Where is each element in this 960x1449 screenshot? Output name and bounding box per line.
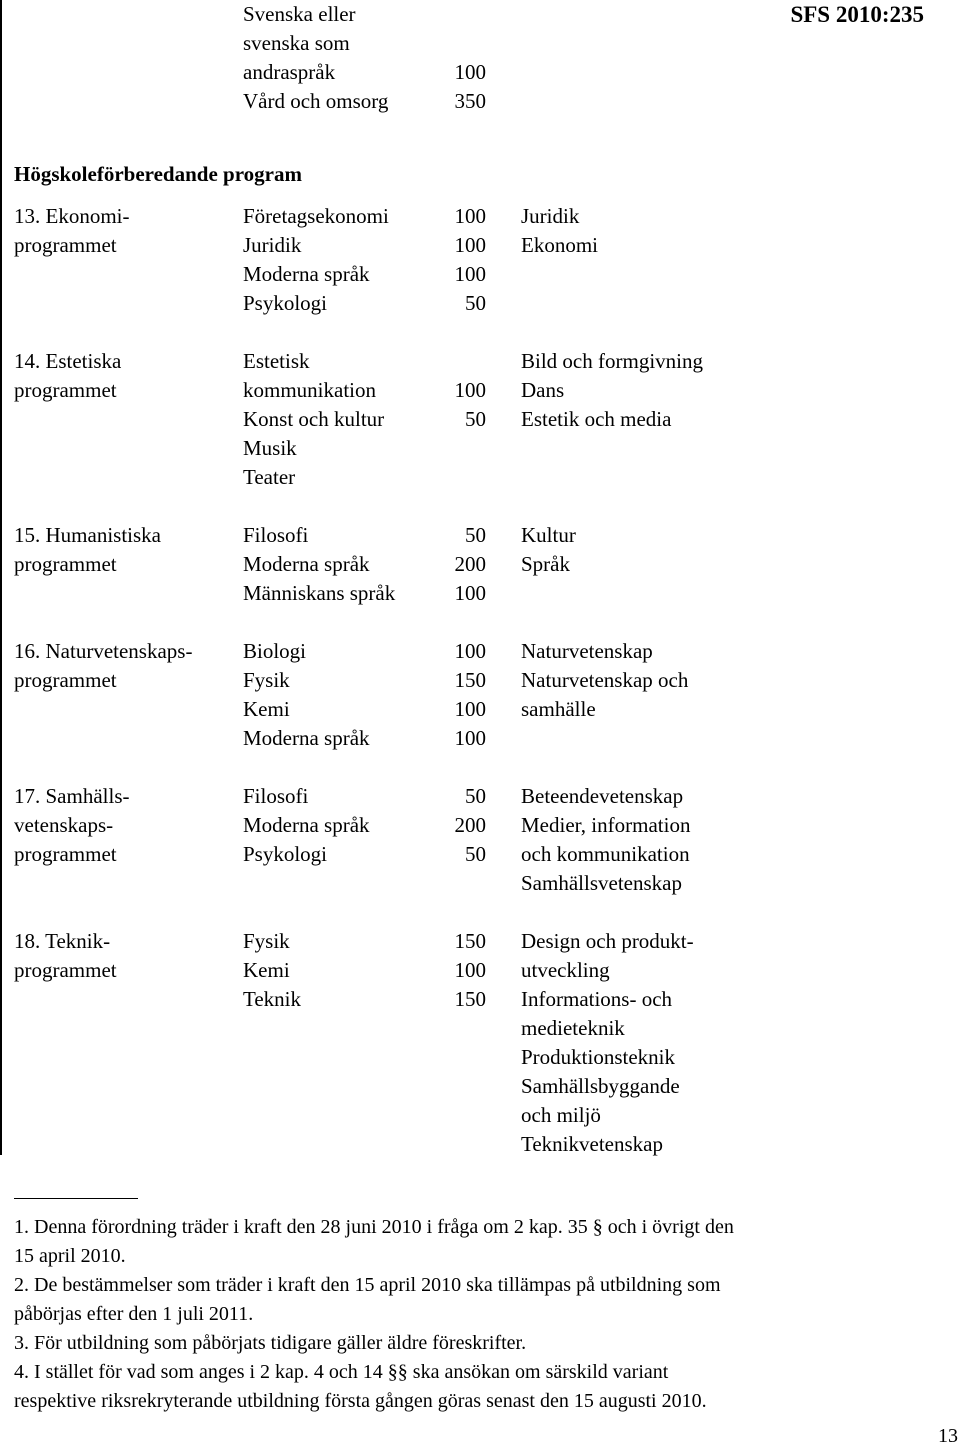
orientation-cell: Kultur (521, 523, 576, 547)
points-cell: 50 (465, 523, 486, 547)
points-cell: 100 (454, 204, 486, 228)
footnote-1: 1. Denna förordning träder i kraft den 28 juni 2010 i fråga om 2 kap. 35 § och i övrigt den 15 april 2010. (14, 1216, 734, 1267)
subject-cell: Kemi (243, 958, 290, 982)
footnote-3: 3. För utbildning som påbörjats tidigare gäller äldre föreskrifter. (14, 1332, 527, 1354)
points-cell: 100 (454, 60, 486, 84)
subject-cell: Kemi (243, 697, 290, 721)
points-cell: 100 (454, 233, 486, 257)
footnote-4: 4. I stället för vad som anges i 2 kap. 4 och 14 §§ ska ansökan om särskild variant respektive riksrekryterande utbildning första gången göras senast den 15 augusti 2010. (14, 1361, 707, 1412)
points-cell: 50 (465, 784, 486, 808)
points-cell: 100 (454, 726, 486, 750)
subject-cell: Moderna språk (243, 726, 370, 750)
program-name-cell: programmet (14, 668, 117, 692)
points-cell: 150 (454, 987, 486, 1011)
points-cell: 50 (465, 407, 486, 431)
orientation-cell: Informations- och (521, 987, 673, 1011)
program-name-cell: 15. Humanistiska (14, 523, 161, 547)
program-name-cell: 14. Estetiska (14, 349, 122, 373)
subject-cell: Psykologi (243, 291, 328, 315)
orientation-cell: Naturvetenskap (521, 639, 653, 663)
points-cell: 200 (454, 552, 486, 576)
subject-cell: Företagsekonomi (243, 204, 389, 228)
orientation-cell: Estetik och media (521, 407, 672, 431)
program-name-cell: programmet (14, 233, 117, 257)
program-name-cell: programmet (14, 552, 117, 576)
orientation-cell: Samhällsbyggande (521, 1074, 680, 1098)
program-name-cell: programmet (14, 378, 117, 402)
program-name-cell: 13. Ekonomi- (14, 204, 130, 228)
orientation-cell: Språk (521, 552, 570, 576)
subject-cell: Psykologi (243, 842, 328, 866)
subject-cell: Moderna språk (243, 813, 370, 837)
points-cell: 200 (454, 813, 486, 837)
subject-cell: Filosofi (243, 784, 309, 808)
orientation-cell: Ekonomi (521, 233, 598, 257)
program-name-cell: 17. Samhälls- (14, 784, 130, 808)
orientation-cell: samhälle (521, 697, 596, 721)
subject-cell: Vård och omsorg (243, 89, 389, 113)
orientation-cell: utveckling (521, 958, 610, 982)
points-cell: 150 (454, 668, 486, 692)
sfs-number: SFS 2010:235 (790, 2, 924, 27)
points-cell: 100 (454, 697, 486, 721)
footnote-rule (14, 1198, 138, 1199)
points-cell: 150 (454, 929, 486, 953)
orientation-cell: Samhällsvetenskap (521, 871, 682, 895)
orientation-cell: och miljö (521, 1103, 601, 1127)
orientation-cell: och kommunikation (521, 842, 690, 866)
subject-cell: Fysik (243, 929, 290, 953)
subject-cell: Musik (243, 436, 297, 460)
orientation-cell: medieteknik (521, 1016, 625, 1040)
points-cell: 100 (454, 262, 486, 286)
points-cell: 50 (465, 291, 486, 315)
subject-cell: svenska som (243, 31, 350, 55)
points-cell: 100 (454, 378, 486, 402)
program-name-cell: vetenskaps- (14, 813, 114, 837)
points-cell: 100 (454, 958, 486, 982)
program-name-cell: programmet (14, 958, 117, 982)
footnote-2: 2. De bestämmelser som träder i kraft den 15 april 2010 ska tillämpas på utbildning som påbörjas efter den 1 juli 2011. (14, 1274, 721, 1325)
program-name-cell: programmet (14, 842, 117, 866)
subject-cell: Moderna språk (243, 552, 370, 576)
page-number: 13 (938, 1425, 958, 1447)
program-name-cell: 18. Teknik- (14, 929, 111, 953)
orientation-cell: Beteendevetenskap (521, 784, 684, 808)
subject-cell: Juridik (243, 233, 302, 257)
orientation-cell: Dans (521, 378, 565, 402)
subject-cell: Teater (243, 465, 296, 489)
points-cell: 100 (454, 581, 486, 605)
program-name-cell: 16. Naturvetenskaps- (14, 639, 193, 663)
subject-cell: Filosofi (243, 523, 309, 547)
points-cell: 100 (454, 639, 486, 663)
subject-cell: Teknik (243, 987, 302, 1011)
subject-cell: andraspråk (243, 60, 336, 84)
subject-cell: Moderna språk (243, 262, 370, 286)
orientation-cell: Medier, information (521, 813, 691, 837)
subject-cell: Biologi (243, 639, 307, 663)
orientation-cell: Design och produkt- (521, 929, 694, 953)
orientation-cell: Bild och formgivning (521, 349, 703, 373)
orientation-cell: Produktionsteknik (521, 1045, 676, 1069)
footnotes (14, 1213, 744, 1416)
points-cell: 50 (465, 842, 486, 866)
section-heading: Högskoleförberedande program (14, 162, 302, 186)
points-cell: 350 (454, 89, 486, 113)
orientation-cell: Juridik (521, 204, 580, 228)
subject-cell: Svenska eller (243, 2, 356, 26)
orientation-cell: Naturvetenskap och (521, 668, 689, 692)
subject-cell: Fysik (243, 668, 290, 692)
subject-cell: Konst och kultur (243, 407, 385, 431)
subject-cell: Människans språk (243, 581, 396, 605)
subject-cell: kommunikation (243, 378, 376, 402)
subject-cell: Estetisk (243, 349, 310, 373)
orientation-cell: Teknikvetenskap (521, 1132, 663, 1156)
